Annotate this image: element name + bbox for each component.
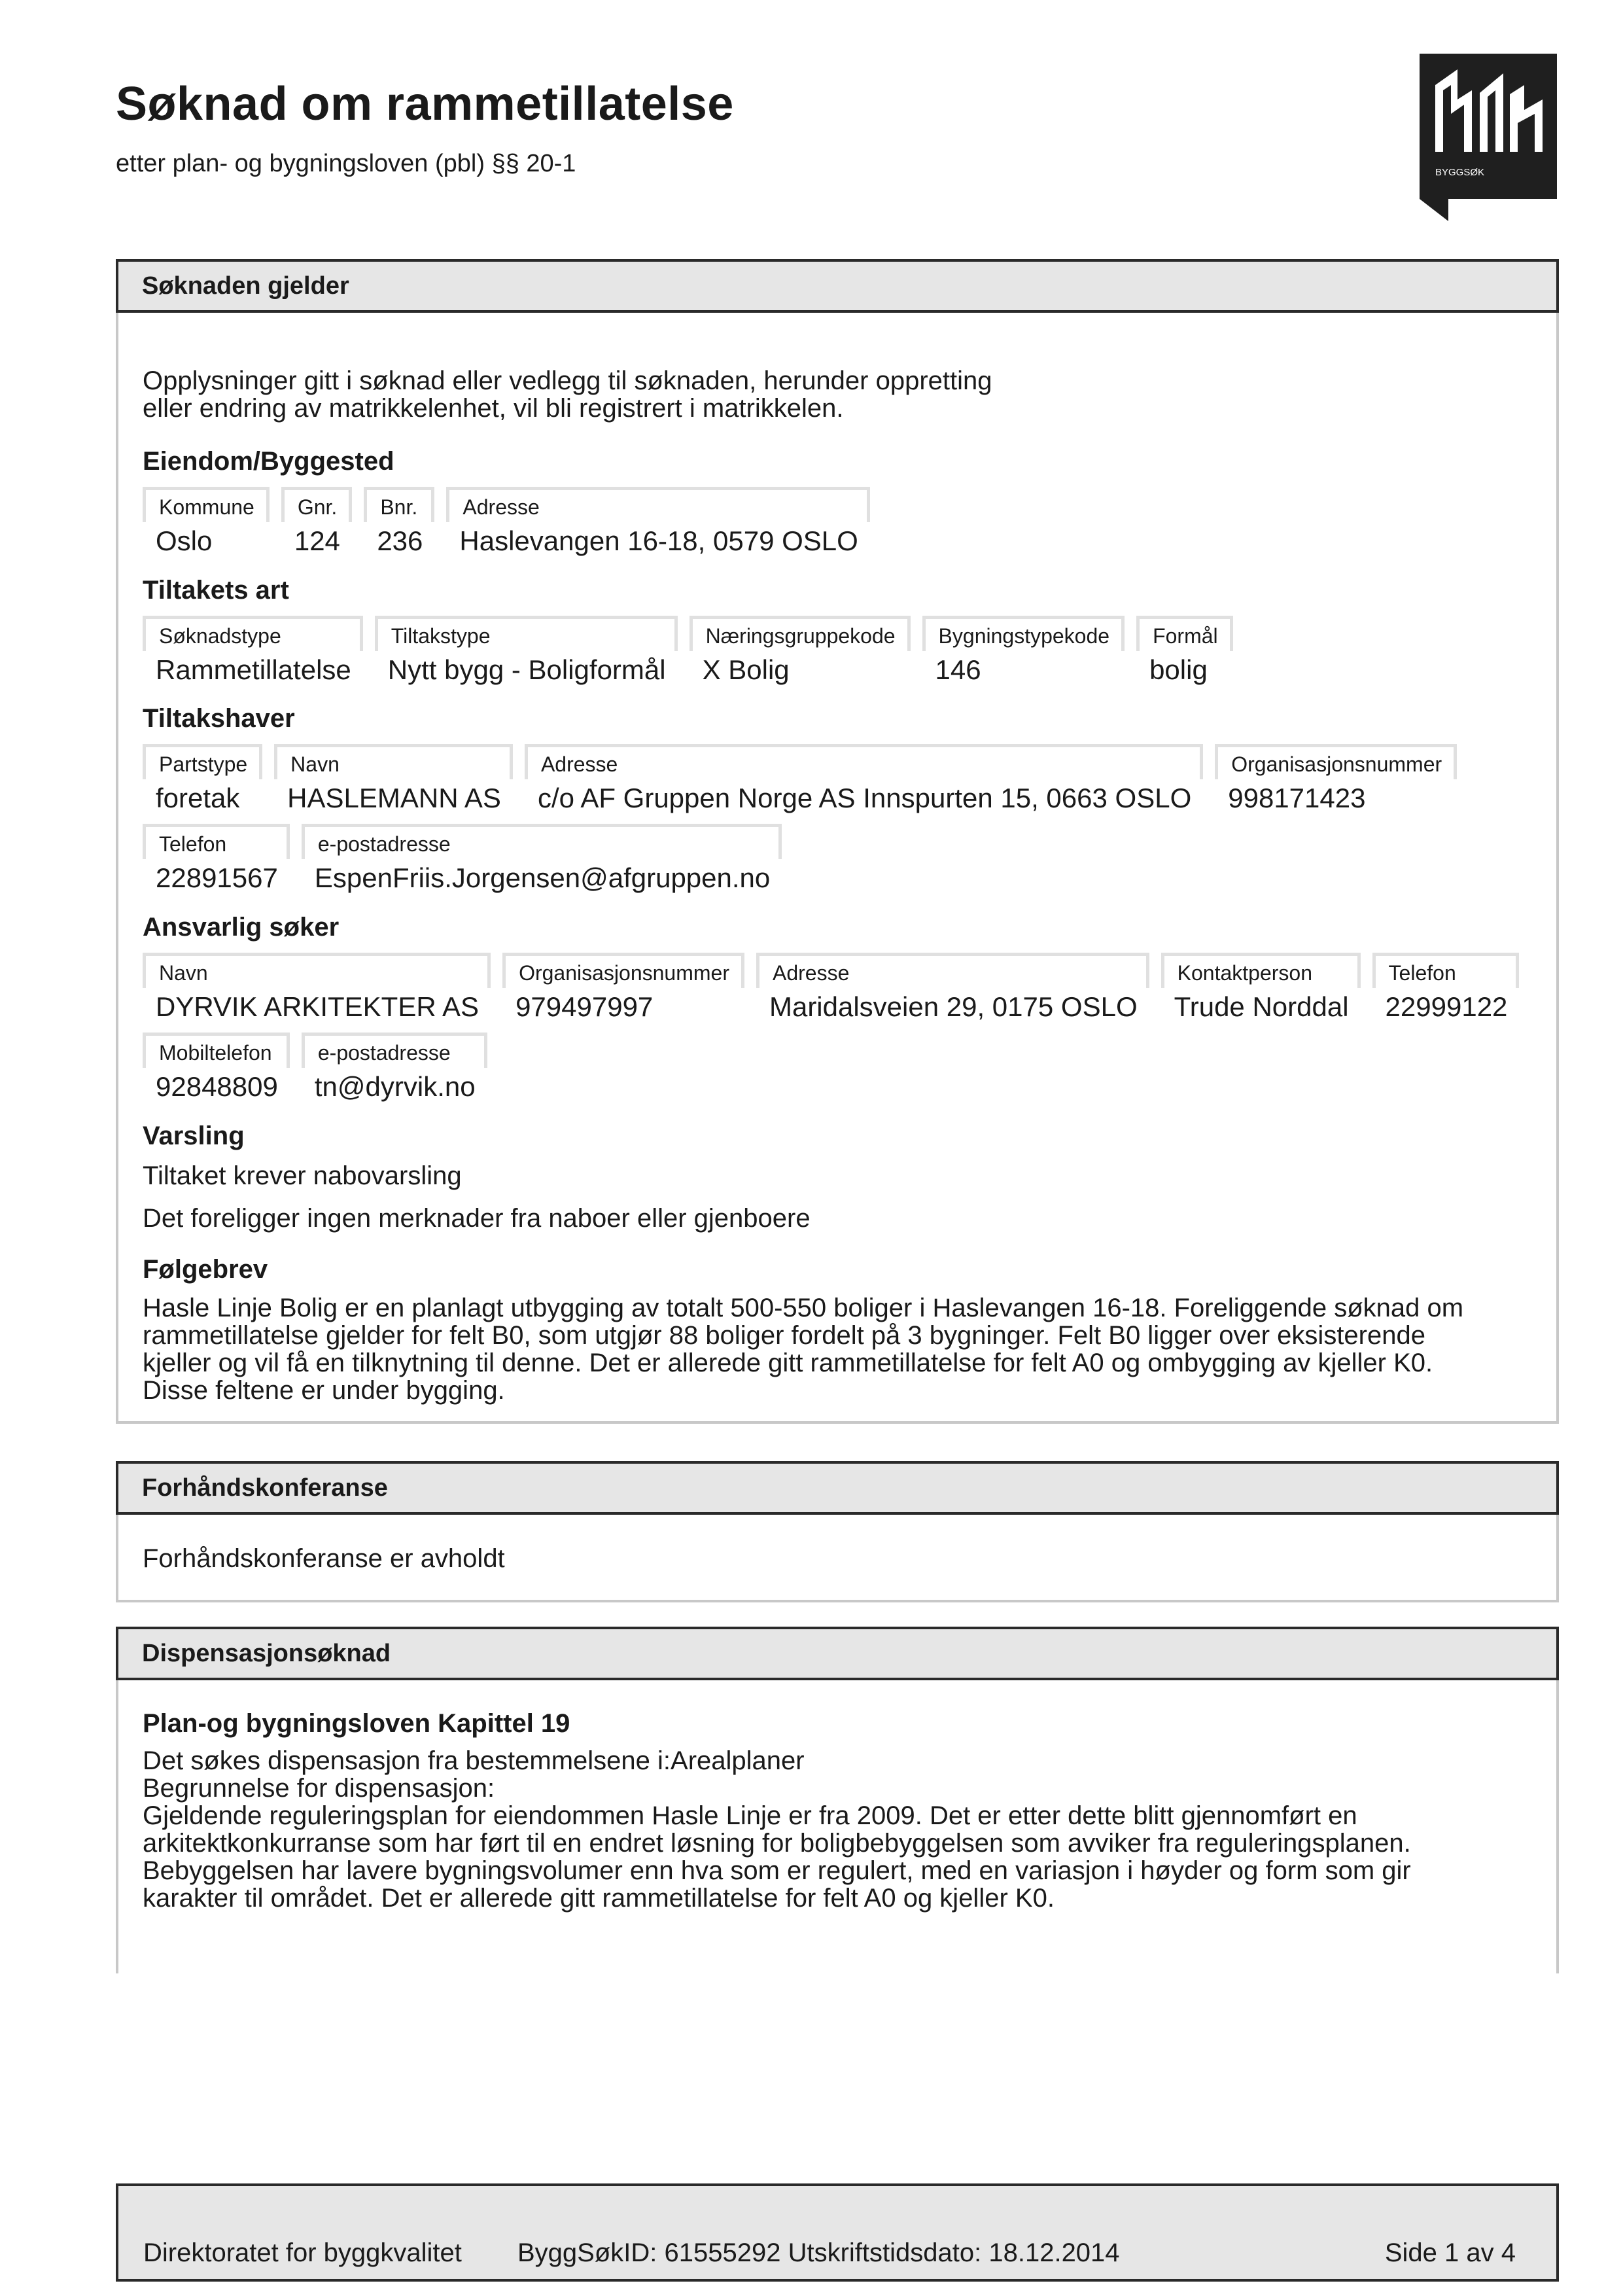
- field-ansvarlig-epost: e-postadresse tn@dyrvik.no: [302, 1033, 487, 1103]
- field-tiltakstype: Tiltakstype Nytt bygg - Boligformål: [375, 616, 678, 686]
- field-kommune: Kommune Oslo: [143, 487, 270, 557]
- eiendom-fields: [143, 487, 882, 557]
- field-gnr: Gnr. 124: [281, 487, 352, 557]
- footer-organization: Direktoratet for byggkvalitet: [143, 2238, 462, 2267]
- field-bygningstypekode: Bygningstypekode 146: [922, 616, 1125, 686]
- field-ansvarlig-adresse: Adresse Maridalsveien 29, 0175 OSLO: [756, 953, 1149, 1023]
- heading-varsling: Varsling: [143, 1122, 245, 1150]
- page-subtitle: etter plan- og bygningsloven (pbl) §§ 20-1: [116, 150, 576, 177]
- intro-text: Opplysninger gitt i søknad eller vedlegg til søknaden, herunder oppretting eller endring av matrikkelenhet, vil bli registrert i matrikkelen.: [143, 366, 992, 423]
- field-kontaktperson: Kontaktperson Trude Norddal: [1161, 953, 1361, 1023]
- field-bnr: Bnr. 236: [364, 487, 434, 557]
- heading-tiltakets-art: Tiltakets art: [143, 576, 289, 605]
- tiltakets-art-fields: [143, 616, 1245, 686]
- varsling-line-1: Tiltaket krever nabovarsling: [143, 1161, 462, 1190]
- field-formal: Formål bolig: [1136, 616, 1233, 686]
- heading-pbl-kapittel-19: Plan-og bygningsloven Kapittel 19: [143, 1709, 570, 1738]
- section-header-forhandskonferanse: Forhåndskonferanse: [116, 1461, 1559, 1515]
- byggsok-logo: [1420, 54, 1557, 221]
- field-navn: Navn HASLEMANN AS: [274, 744, 513, 815]
- field-ansvarlig-navn: Navn DYRVIK ARKITEKTER AS: [143, 953, 491, 1023]
- page-title: Søknad om rammetillatelse: [116, 78, 734, 130]
- ansvarlig-fields: [143, 953, 1531, 1023]
- heading-ansvarlig-soker: Ansvarlig søker: [143, 913, 340, 942]
- field-ansvarlig-telefon: Telefon 22999122: [1372, 953, 1520, 1023]
- page-footer: [116, 2183, 1559, 2282]
- field-ansvarlig-orgnr: Organisasjonsnummer 979497997: [502, 953, 744, 1023]
- varsling-line-2: Det foreligger ingen merknader fra naboer eller gjenboere: [143, 1204, 811, 1233]
- section-header-soknaden: Søknaden gjelder: [116, 259, 1559, 313]
- field-naeringsgruppekode: Næringsgruppekode X Bolig: [689, 616, 911, 686]
- field-partstype: Partstype foretak: [143, 744, 262, 815]
- heading-tiltakshaver: Tiltakshaver: [143, 704, 295, 733]
- ansvarlig-fields-2: [143, 1033, 499, 1103]
- dispensasjon-text: Det søkes dispensasjon fra bestemmelsene i:Arealplaner Begrunnelse for dispensasjon: Gjeldende reguleringsplan for eiendommen Hasle Linje er fra 2009. Det er etter dette blitt gjennomført en arkitektkonkurranse som har ført til en endret løsning for boligbebyggelsen som avviker fra reguleringsplanen. Bebyggelsen har lavere bygningsvolumer enn hva som er regulert, med en variasjon i høyder og form som gir karakter til området. Det er allerede gitt rammetillatelse for felt A0 og kjeller K0.: [143, 1746, 1411, 1913]
- field-telefon: Telefon 22891567: [143, 824, 290, 894]
- section-header-dispensasjon: Dispensasjonsøknad: [116, 1627, 1559, 1680]
- forhandskonferanse-text: Forhåndskonferanse er avholdt: [143, 1544, 505, 1573]
- tiltakshaver-fields: [143, 744, 1469, 815]
- folgebrev-text: Hasle Linje Bolig er en planlagt utbygging av totalt 500-550 boliger i Haslevangen 16-18. Foreliggende søknad om rammetillatelse gjelder for felt B0, som utgjør 88 boliger fordelt på 3 bygninger. Felt B0 ligger over eksisterende kjeller og vil få en tilknytning til denne. Det er allerede gitt rammetillatelse for felt A0 og ombygging av kjeller K0. Disse feltene er under bygging.: [143, 1294, 1464, 1405]
- field-mobiltelefon: Mobiltelefon 92848809: [143, 1033, 290, 1103]
- field-soknadstype: Søknadstype Rammetillatelse: [143, 616, 363, 686]
- footer-page-number: Side 1 av 4: [1384, 2238, 1516, 2267]
- tiltakshaver-fields-2: [143, 824, 794, 894]
- heading-eiendom: Eiendom/Byggested: [143, 447, 394, 476]
- logo-text: BYGGSØK: [1435, 167, 1485, 178]
- field-tiltakshaver-adresse: Adresse c/o AF Gruppen Norge AS Innspurten 15, 0663 OSLO: [525, 744, 1203, 815]
- field-adresse: Adresse Haslevangen 16-18, 0579 OSLO: [446, 487, 869, 557]
- footer-document-id: ByggSøkID: 61555292 Utskriftstidsdato: 18.12.2014: [517, 2238, 1120, 2267]
- heading-folgebrev: Følgebrev: [143, 1255, 268, 1284]
- field-epost: e-postadresse EspenFriis.Jorgensen@afgruppen.no: [302, 824, 782, 894]
- field-organisasjonsnummer: Organisasjonsnummer 998171423: [1215, 744, 1457, 815]
